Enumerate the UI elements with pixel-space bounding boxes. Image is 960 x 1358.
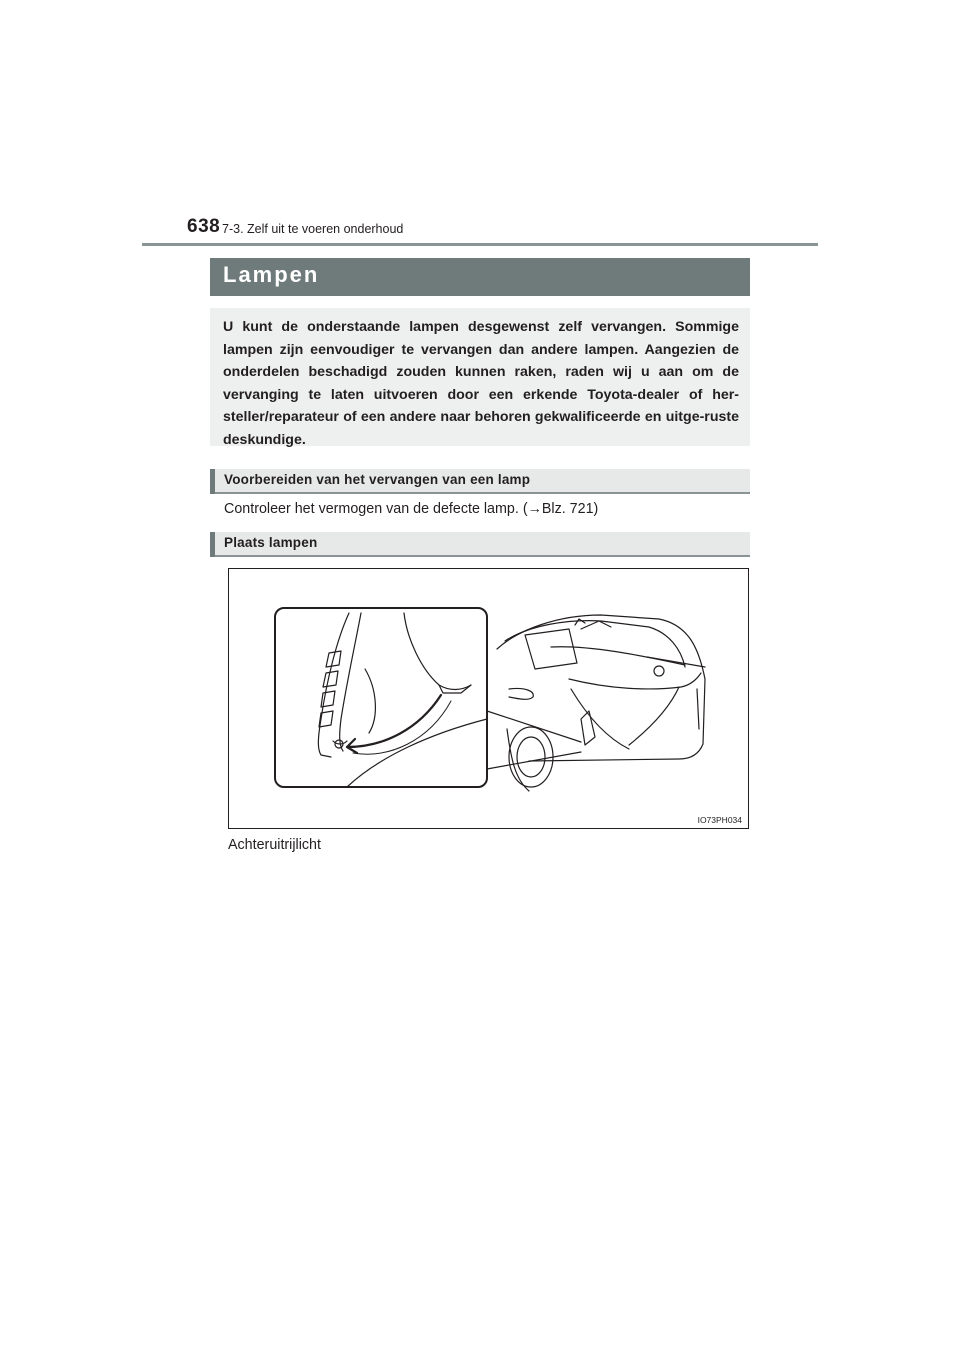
intro-text: U kunt de onderstaande lampen desgewenst zelf vervangen. Sommige lampen zijn eenvoudiger te vervangen dan andere lampen. Aangezien de onderdelen beschadigd zouden kunnen raken, raden wij u aan om de vervanging te laten uitvoeren door een erkende Toyota-dealer of her-steller/reparateur of een andere naar behoren gekwalificeerde en uitge-ruste deskundige.: [223, 319, 739, 448]
detail-frame: [275, 608, 487, 787]
section-title: Lampen: [223, 262, 320, 287]
subheading-marker: [210, 532, 215, 557]
subheading-locations: [210, 532, 750, 557]
bulb-location-figure: [228, 568, 749, 829]
subheading-preparation: [210, 469, 750, 494]
section-title-banner: [210, 258, 750, 296]
page-number: 638: [187, 216, 221, 237]
intro-box: [210, 308, 750, 446]
running-head: 7-3. Zelf uit te voeren onderhoud: [222, 222, 404, 236]
header-rule: [142, 243, 818, 246]
subheading-marker: [210, 469, 215, 494]
preparation-text: Controleer het vermogen van de defecte lamp. (→Blz. 721): [224, 501, 599, 517]
car-rear-illustration: [229, 569, 748, 828]
subheading-label: Plaats lampen: [224, 535, 318, 550]
figure-caption: Achteruitrijlicht: [228, 837, 321, 853]
subheading-label: Voorbereiden van het vervangen van een lamp: [224, 472, 531, 487]
figure-code: IO73PH034: [697, 815, 742, 825]
